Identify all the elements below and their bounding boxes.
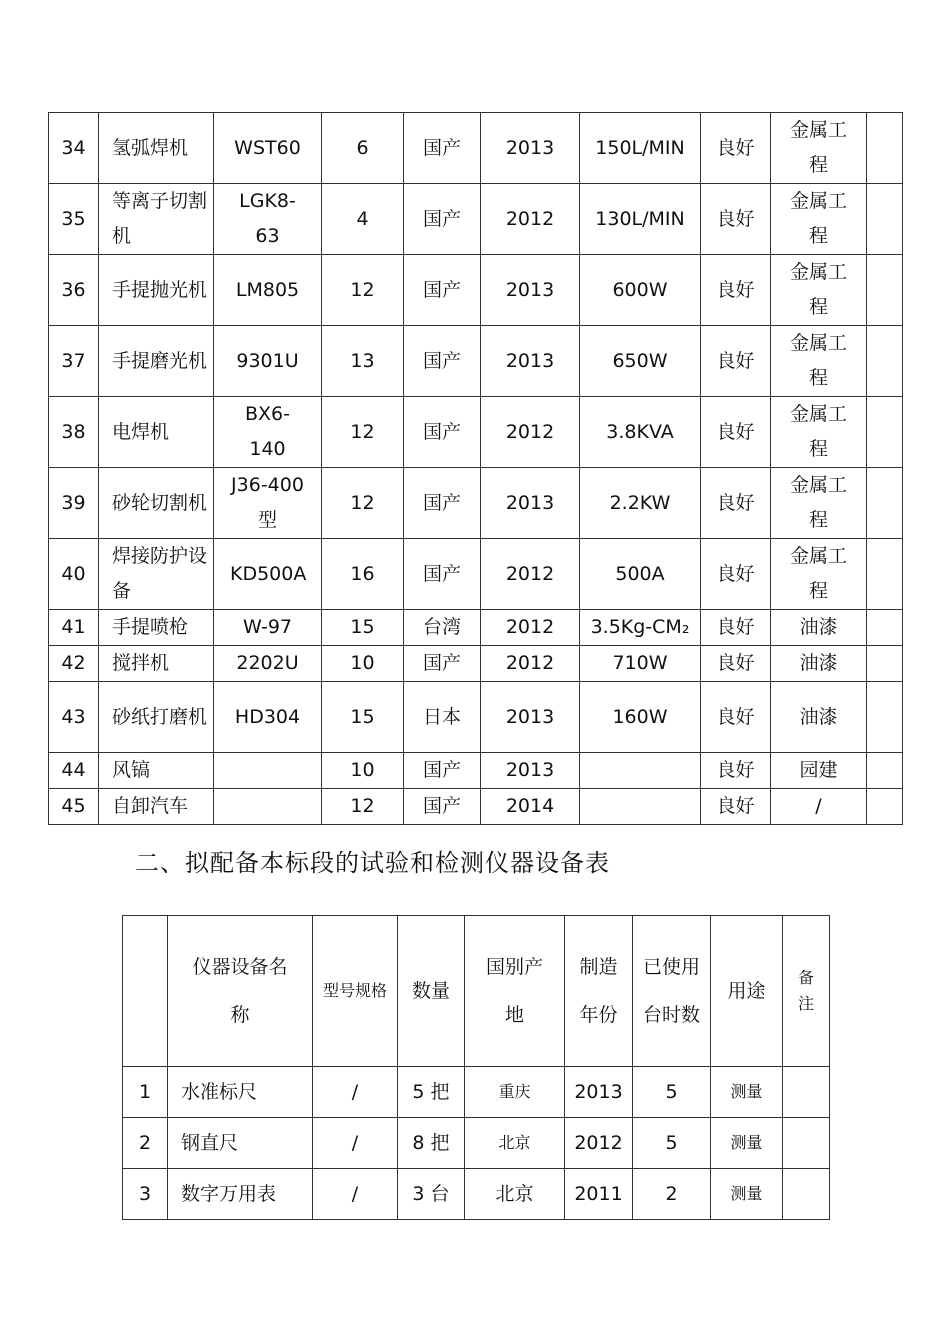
cell-model: BX6-140 xyxy=(214,397,322,468)
cell-origin: 国产 xyxy=(404,646,481,682)
cell-year: 2012 xyxy=(481,397,580,468)
cell-use: 园建 xyxy=(771,753,867,789)
cell-note xyxy=(867,255,903,326)
cell-use: 测量 xyxy=(711,1118,783,1169)
cell-note xyxy=(867,753,903,789)
cell-spec: 3.5Kg-CM₂ xyxy=(580,610,701,646)
cell-name: 手提喷枪 xyxy=(99,610,214,646)
header-origin: 国别产地 xyxy=(465,916,565,1067)
cell-use: 金属工程 xyxy=(771,468,867,539)
cell-name: 砂纸打磨机 xyxy=(99,682,214,753)
cell-note xyxy=(867,610,903,646)
cell-model: LM805 xyxy=(214,255,322,326)
cell-use: / xyxy=(771,789,867,825)
cell-name: 手提抛光机 xyxy=(99,255,214,326)
cell-spec: 3.8KVA xyxy=(580,397,701,468)
cell-qty: 12 xyxy=(322,397,404,468)
cell-name: 水准标尺 xyxy=(168,1067,313,1118)
cell-condition: 良好 xyxy=(701,789,771,825)
cell-qty: 10 xyxy=(322,753,404,789)
cell-name: 电焊机 xyxy=(99,397,214,468)
cell-model: WST60 xyxy=(214,113,322,184)
cell-origin: 国产 xyxy=(404,753,481,789)
cell-year: 2011 xyxy=(565,1169,633,1220)
cell-hours: 2 xyxy=(633,1169,711,1220)
cell-note xyxy=(867,539,903,610)
cell-spec: 710W xyxy=(580,646,701,682)
instrument-table xyxy=(122,915,830,1220)
cell-note xyxy=(783,1118,830,1169)
cell-year: 2013 xyxy=(481,468,580,539)
equipment-table xyxy=(48,112,903,825)
cell-note xyxy=(867,682,903,753)
table-row xyxy=(123,1118,830,1169)
cell-hours: 5 xyxy=(633,1118,711,1169)
cell-origin: 国产 xyxy=(404,255,481,326)
cell-year: 2012 xyxy=(481,610,580,646)
cell-qty: 12 xyxy=(322,255,404,326)
cell-qty: 4 xyxy=(322,184,404,255)
cell-no: 42 xyxy=(49,646,99,682)
cell-use: 测量 xyxy=(711,1067,783,1118)
table-row xyxy=(49,682,903,753)
cell-year: 2013 xyxy=(481,113,580,184)
cell-condition: 良好 xyxy=(701,682,771,753)
header-note: 备注 xyxy=(783,916,830,1067)
cell-origin: 北京 xyxy=(465,1169,565,1220)
table-row xyxy=(49,539,903,610)
cell-name: 手提磨光机 xyxy=(99,326,214,397)
header-model: 型号规格 xyxy=(313,916,398,1067)
cell-year: 2013 xyxy=(565,1067,633,1118)
cell-hours: 5 xyxy=(633,1067,711,1118)
cell-origin: 台湾 xyxy=(404,610,481,646)
cell-model: LGK8-63 xyxy=(214,184,322,255)
table-row xyxy=(123,1067,830,1118)
cell-qty: 6 xyxy=(322,113,404,184)
cell-no: 39 xyxy=(49,468,99,539)
cell-note xyxy=(867,646,903,682)
cell-condition: 良好 xyxy=(701,113,771,184)
cell-origin: 国产 xyxy=(404,326,481,397)
cell-qty: 10 xyxy=(322,646,404,682)
table-row xyxy=(49,468,903,539)
table-row xyxy=(49,753,903,789)
cell-use: 金属工程 xyxy=(771,539,867,610)
cell-no: 34 xyxy=(49,113,99,184)
cell-model: J36-400型 xyxy=(214,468,322,539)
cell-condition: 良好 xyxy=(701,610,771,646)
cell-model xyxy=(214,789,322,825)
section-title: 二、拟配备本标段的试验和检测仪器设备表 xyxy=(135,849,610,877)
cell-no: 40 xyxy=(49,539,99,610)
cell-qty: 15 xyxy=(322,610,404,646)
cell-no: 35 xyxy=(49,184,99,255)
cell-qty: 5 把 xyxy=(398,1067,465,1118)
cell-use: 测量 xyxy=(711,1169,783,1220)
table-row xyxy=(49,610,903,646)
cell-note xyxy=(783,1169,830,1220)
table-header-row xyxy=(123,916,830,1067)
cell-name: 钢直尺 xyxy=(168,1118,313,1169)
cell-year: 2013 xyxy=(481,326,580,397)
cell-origin: 国产 xyxy=(404,468,481,539)
cell-model xyxy=(214,753,322,789)
cell-name: 风镐 xyxy=(99,753,214,789)
cell-spec: 150L/MIN xyxy=(580,113,701,184)
cell-note xyxy=(867,789,903,825)
cell-spec: 130L/MIN xyxy=(580,184,701,255)
cell-qty: 8 把 xyxy=(398,1118,465,1169)
cell-year: 2013 xyxy=(481,255,580,326)
table-row xyxy=(49,184,903,255)
cell-origin: 国产 xyxy=(404,113,481,184)
cell-use: 金属工程 xyxy=(771,326,867,397)
cell-condition: 良好 xyxy=(701,397,771,468)
cell-spec: 600W xyxy=(580,255,701,326)
cell-year: 2014 xyxy=(481,789,580,825)
cell-model: / xyxy=(313,1169,398,1220)
cell-year: 2012 xyxy=(481,539,580,610)
header-name: 仪器设备名称 xyxy=(168,916,313,1067)
cell-no: 43 xyxy=(49,682,99,753)
cell-use: 金属工程 xyxy=(771,397,867,468)
cell-year: 2012 xyxy=(565,1118,633,1169)
table-row xyxy=(49,789,903,825)
table-row xyxy=(49,326,903,397)
cell-model: W-97 xyxy=(214,610,322,646)
table-row xyxy=(49,646,903,682)
cell-note xyxy=(783,1067,830,1118)
cell-qty: 12 xyxy=(322,789,404,825)
cell-model: KD500A xyxy=(214,539,322,610)
cell-name: 自卸汽车 xyxy=(99,789,214,825)
cell-model: / xyxy=(313,1067,398,1118)
cell-no: 36 xyxy=(49,255,99,326)
cell-condition: 良好 xyxy=(701,255,771,326)
cell-condition: 良好 xyxy=(701,326,771,397)
cell-use: 油漆 xyxy=(771,610,867,646)
cell-note xyxy=(867,397,903,468)
cell-origin: 国产 xyxy=(404,397,481,468)
cell-no: 37 xyxy=(49,326,99,397)
cell-year: 2012 xyxy=(481,646,580,682)
cell-condition: 良好 xyxy=(701,468,771,539)
cell-model: 2202U xyxy=(214,646,322,682)
cell-note xyxy=(867,184,903,255)
cell-name: 搅拌机 xyxy=(99,646,214,682)
cell-condition: 良好 xyxy=(701,184,771,255)
cell-model: / xyxy=(313,1118,398,1169)
cell-note xyxy=(867,326,903,397)
cell-condition: 良好 xyxy=(701,539,771,610)
cell-model: 9301U xyxy=(214,326,322,397)
cell-spec: 2.2KW xyxy=(580,468,701,539)
header-year: 制造年份 xyxy=(565,916,633,1067)
cell-qty: 13 xyxy=(322,326,404,397)
cell-no: 2 xyxy=(123,1118,168,1169)
header-no xyxy=(123,916,168,1067)
cell-no: 1 xyxy=(123,1067,168,1118)
cell-use: 油漆 xyxy=(771,646,867,682)
cell-use: 金属工程 xyxy=(771,255,867,326)
table-row xyxy=(49,397,903,468)
cell-qty: 16 xyxy=(322,539,404,610)
cell-spec xyxy=(580,789,701,825)
cell-no: 41 xyxy=(49,610,99,646)
cell-name: 砂轮切割机 xyxy=(99,468,214,539)
cell-name: 氢弧焊机 xyxy=(99,113,214,184)
header-use: 用途 xyxy=(711,916,783,1067)
cell-year: 2012 xyxy=(481,184,580,255)
cell-origin: 国产 xyxy=(404,539,481,610)
cell-origin: 国产 xyxy=(404,789,481,825)
cell-origin: 日本 xyxy=(404,682,481,753)
cell-use: 金属工程 xyxy=(771,184,867,255)
cell-condition: 良好 xyxy=(701,753,771,789)
cell-origin: 重庆 xyxy=(465,1067,565,1118)
table-row xyxy=(123,1169,830,1220)
cell-year: 2013 xyxy=(481,682,580,753)
table-row xyxy=(49,113,903,184)
table-row xyxy=(49,255,903,326)
cell-name: 焊接防护设备 xyxy=(99,539,214,610)
cell-no: 44 xyxy=(49,753,99,789)
cell-use: 油漆 xyxy=(771,682,867,753)
cell-no: 38 xyxy=(49,397,99,468)
cell-note xyxy=(867,113,903,184)
cell-origin: 国产 xyxy=(404,184,481,255)
cell-use: 金属工程 xyxy=(771,113,867,184)
cell-qty: 3 台 xyxy=(398,1169,465,1220)
cell-spec: 500A xyxy=(580,539,701,610)
cell-no: 45 xyxy=(49,789,99,825)
cell-spec: 160W xyxy=(580,682,701,753)
cell-name: 数字万用表 xyxy=(168,1169,313,1220)
header-hours: 已使用台时数 xyxy=(633,916,711,1067)
cell-qty: 12 xyxy=(322,468,404,539)
cell-qty: 15 xyxy=(322,682,404,753)
cell-note xyxy=(867,468,903,539)
cell-condition: 良好 xyxy=(701,646,771,682)
cell-model: HD304 xyxy=(214,682,322,753)
cell-spec xyxy=(580,753,701,789)
cell-year: 2013 xyxy=(481,753,580,789)
cell-spec: 650W xyxy=(580,326,701,397)
cell-name: 等离子切割机 xyxy=(99,184,214,255)
cell-origin: 北京 xyxy=(465,1118,565,1169)
cell-no: 3 xyxy=(123,1169,168,1220)
header-qty: 数量 xyxy=(398,916,465,1067)
